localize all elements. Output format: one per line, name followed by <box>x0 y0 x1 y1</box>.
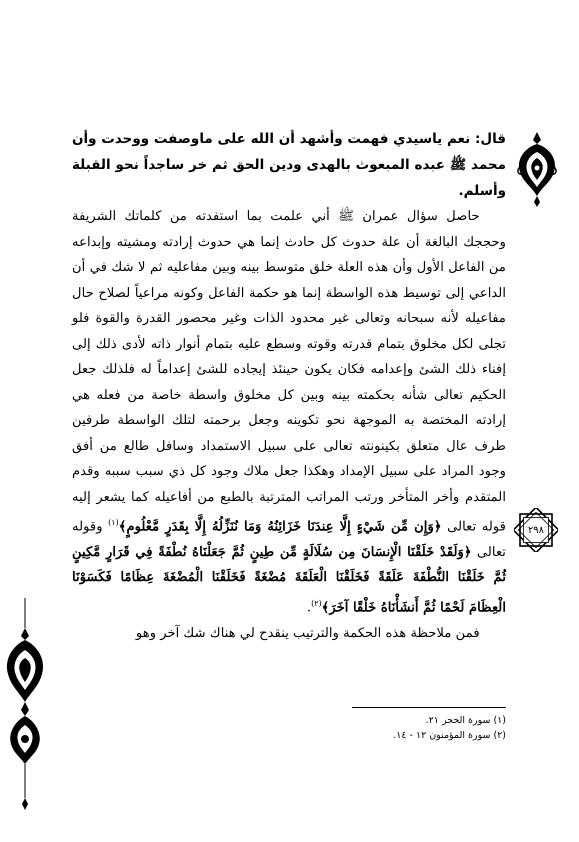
page-number: ٢٩٨ <box>527 524 545 536</box>
heading: قال: نعم ياسيدي فهمت وأشهد أن الله على ماوصفت ووحدت وأن محمد ﷺ عبده المبعوث بالهدى ودين الحق ثم خر ساجداً نحو القبلة وأسلم. <box>72 131 506 199</box>
footnotes <box>200 713 506 743</box>
paragraph-2-text: فمن ملاحظة هذه الحكمة والترتيب ينقدح لي هناك شك آخر وهو <box>135 625 480 641</box>
floral-ornament-icon <box>514 130 560 208</box>
quran-verse-1: ﴿وَإِن مِّن شَيْءٍ إِلَّا عِندَنَا خَزَائِنُهُ وَمَا نُنَزِّلُهُ إِلَّا بِقَدَرٍ مَّعْلُومٍ﴾ <box>118 519 442 535</box>
footnote-divider <box>352 707 506 708</box>
footnote-2: (٢) سورة المؤمنون ١٢ - ١٤. <box>393 730 506 741</box>
page-number-badge <box>514 508 558 552</box>
connector-text: وقوله تعالى <box>72 519 506 560</box>
hanging-ornament-icon <box>2 598 48 818</box>
sentence-end: . <box>306 600 312 616</box>
footnote-1: (١) سورة الحجر ٢١. <box>425 715 506 726</box>
footnote-ref-1: (١) <box>108 518 119 527</box>
footnote-ref-2: (٢) <box>311 598 322 608</box>
paragraph-1-text: حاصل سؤال عمران ﷺ أني علمت بما استفدته من كلماتك الشريفة وحججك البالغة أن علة حدوث كل حادث إنما هي حدوث إرادته ومشيته وإبداعه من الفاعل الأول وأن هذه العلة خلق متوسط بينه وبين مفاعليه ثم لا شك في أن الداعي إلى توسيط هذه الواسطة إنما هو حكمة الفاعل وكونه مراعياً لصلاح حال مفاعيله لأنه سبحانه وتعالى غير محدود الذات وغير محصور القدرة والقوة فلو تجلى لكل مخلوق بتمام قدرته وقوته وسطع عليه بتمام أنوار ذاته لأدى ذلك إلى إفناء ذلك الشئ وإعدامه فكان يكون حينئذ إيجاده للشئ إعداماً له فلذلك جعل الحكيم تعالى شأنه بحكمته بينه وبين كل مخلوق واسطة خاصة من فعله هي إرادته المختصة به الموجهة نحو تكوينه وجعل برحمته لتلك الواسطة طرفين طرف عال متعلق بكينونته تعالى على سبيل الاستمداد وسافل طالع من أفق وجود المراد على سبيل الإمداد وهكذا جعل ملاك وجود كل ذي سبب سببه وقدم المتقدم وأخر المتأخر ورتب المراتب المترتبة بالطبع من أفاعيله كما يشعر إليه قوله تعالى <box>72 209 506 535</box>
quran-verse-2: ﴿وَلَقَدْ خَلَقْنَا الْإِنسَانَ مِن سُلَالَةٍ مِّن طِينٍ ثُمَّ جَعَلْنَاهُ نُطْفَةً فِي قَرَارٍ مَّكِينٍ ثُمَّ خَلَقْنَا النُّطْفَةَ عَلَقَةً فَخَلَقْنَا الْعَلَقَةَ مُضْغَةً فَخَلَقْنَا الْمُضْغَةَ عِظَامًا فَكَسَوْنَا الْعِظَامَ لَحْمًا ثُمَّ أَنشَأْنَاهُ خَلْقًا آخَرَ﴾ <box>72 544 506 616</box>
main-text <box>72 126 506 646</box>
paragraph-1 <box>72 204 506 621</box>
paragraph-2 <box>72 621 506 647</box>
